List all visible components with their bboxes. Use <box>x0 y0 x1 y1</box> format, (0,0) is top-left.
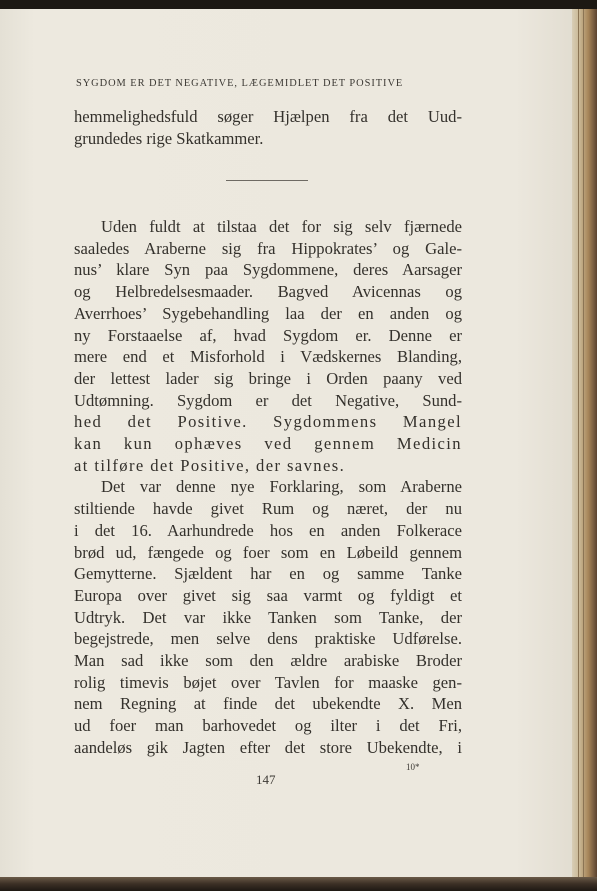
text-line: og Helbredelsesmaader. Bagved Avicennas og <box>74 282 462 302</box>
text-line: nus’ klare Syn paa Sygdommene, deres Aarsager <box>74 260 462 280</box>
signature-mark: 10* <box>406 762 420 772</box>
running-head: SYGDOM ER DET NEGATIVE, LÆGEMIDLET DET POSITIVE <box>76 78 404 89</box>
text-line: Man sad ikke som den ældre arabiske Broder <box>74 651 462 670</box>
text-line: grundedes rige Skatkammer. <box>74 129 264 148</box>
book-spine-edge <box>572 9 597 877</box>
text-line: brød ud, fængede og foer som en Løbeild gennem <box>74 542 462 562</box>
text-line: Det var denne nye Forklaring, som Araberne <box>101 477 462 497</box>
text-line: rolig timevis bøjet over Tavlen for maaske gen- <box>74 672 462 692</box>
text-line: i det 16. Aarhundrede hos en anden Folkerace <box>74 520 462 540</box>
text-line: Udtryk. Det var ikke Tanken som Tanke, der <box>74 607 462 627</box>
text-line: stiltiende havde givet Rum og næret, der nu <box>74 499 462 519</box>
text-line: hemmelighedsfuld søger Hjælpen fra det Uud- <box>74 107 462 126</box>
text-line: at tilføre det Positive, der savnes. <box>74 455 346 475</box>
book-bottom-edge <box>0 877 597 891</box>
text-line: aandeløs gik Jagten efter det store Ubekendte, i <box>74 737 462 757</box>
text-line: nem Regning at finde det ubekendte X. Men <box>74 694 462 714</box>
page-stack-line <box>578 9 579 877</box>
book-top-edge <box>0 0 597 9</box>
text-line: hed det Positive. Sygdommens Mangel <box>74 412 462 432</box>
text-line: der lettest lader sig bringe i Orden paany ved <box>74 368 462 388</box>
text-line: Averrhoes’ Sygebehandling laa der en anden og <box>74 303 462 323</box>
page-stack-line <box>583 9 584 877</box>
text-line: ny Forstaaelse af, hvad Sygdom er. Denne er <box>74 325 462 345</box>
text-line: Europa over givet sig saa varmt og fyldigt et <box>74 585 462 605</box>
text-line: saaledes Araberne sig fra Hippokrates’ og Gale- <box>74 238 462 258</box>
text-line: mere end et Misforhold i Vædskernes Blanding, <box>74 347 462 367</box>
page-number: 147 <box>256 772 276 787</box>
text-line: Gemytterne. Sjældent har en og samme Tanke <box>74 564 462 584</box>
text-line: Uden fuldt at tilstaa det for sig selv fjærnede <box>101 217 462 236</box>
text-line: Udtømning. Sygdom er det Negative, Sund- <box>74 390 462 410</box>
text-line: begejstrede, men selve dens praktiske Udførelse. <box>74 629 462 649</box>
text-line: kan kun ophæves ved gennem Medicin <box>74 434 462 453</box>
text-line: ud foer man barhovedet og ilter i det Fri, <box>74 716 462 736</box>
section-divider <box>226 180 308 181</box>
